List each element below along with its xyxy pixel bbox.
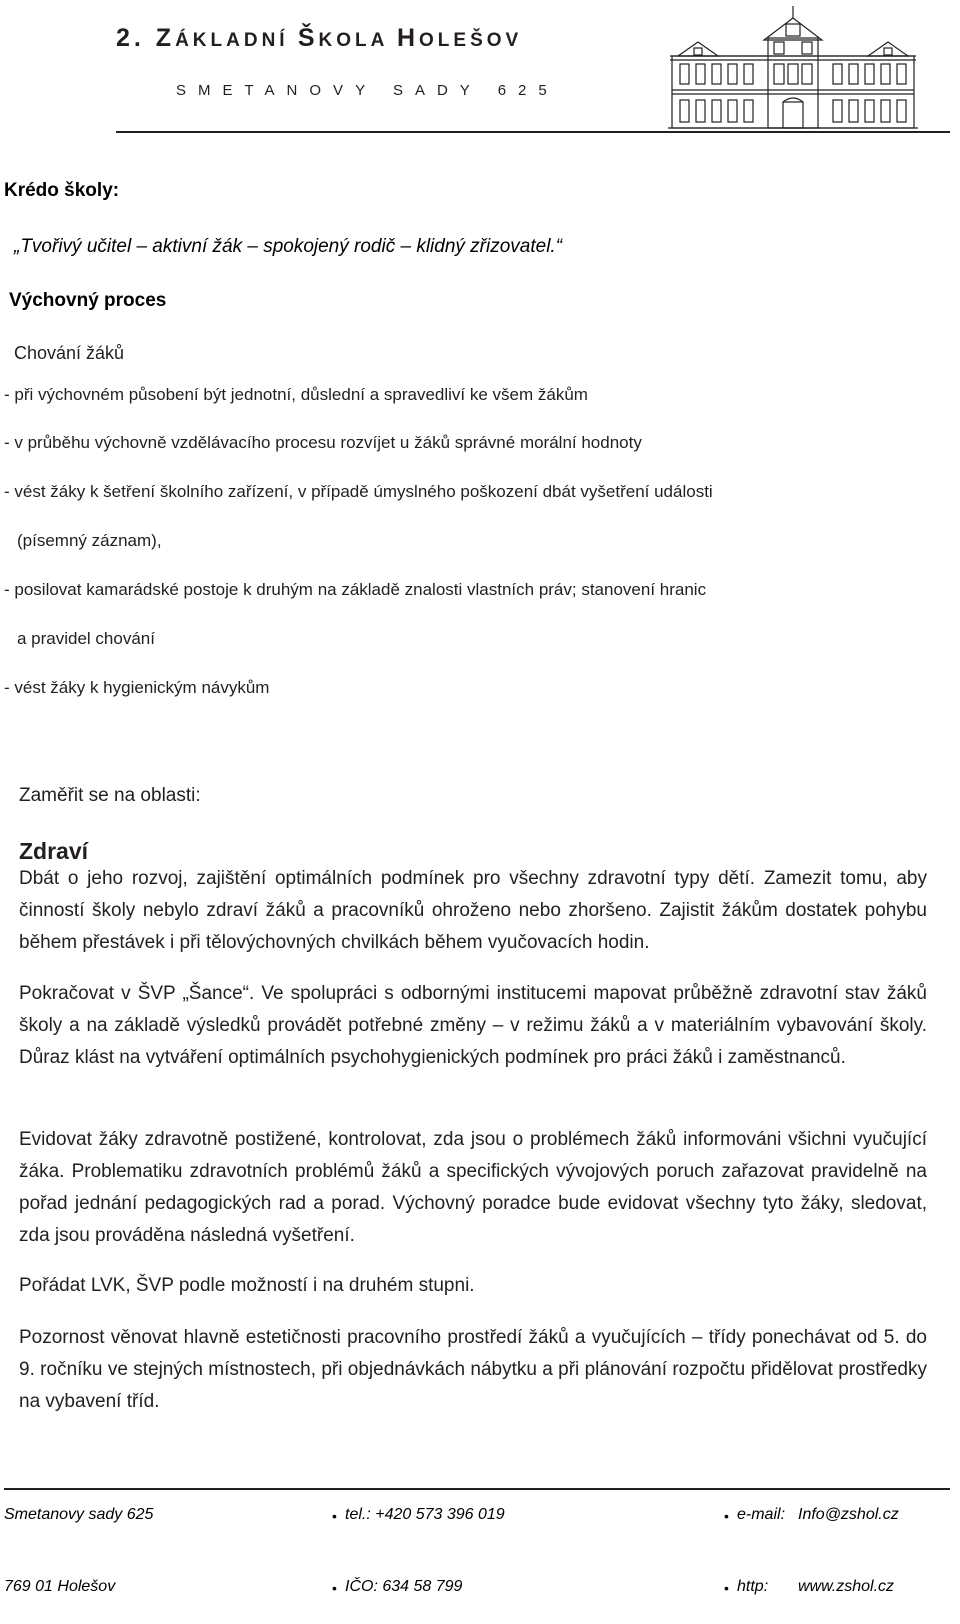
paragraph: Pořádat LVK, ŠVP podle možností i na druhém stupni.: [19, 1275, 475, 1296]
school-name-part: OLEŠOV: [419, 30, 523, 51]
bullet-icon: •: [724, 1508, 729, 1524]
subheading-chovani-zaku: Chování žáků: [14, 343, 125, 363]
paragraph: Dbát o jeho rozvoj, zajištění optimálních podmínek pro všechny zdravotní typy dětí. Zamezit tomu, aby činností školy nebylo zdraví žáků a pracovníků ohroženo nebo zhoršeno. Zajistit žákům dostatek pohybu během přestávek i při tělovýchovných chvilkách během vyučovacích hodin.: [19, 868, 927, 953]
school-name: [116, 24, 522, 53]
list-item: - při výchovném působení být jednotní, důslední a spravedliví ke všem žákům: [4, 385, 588, 404]
footer-ico: IČO: 634 58 799: [345, 1578, 463, 1595]
school-address: SMETANOVY SADY 625: [176, 82, 559, 99]
footer-email-label: e-mail:: [737, 1506, 786, 1523]
list-item: - posilovat kamarádské postoje k druhým na základě znalosti vlastních práv; stanovení hranic: [4, 580, 707, 599]
footer-web-link[interactable]: www.zshol.cz: [798, 1578, 895, 1595]
footer-email-link[interactable]: Info@zshol.cz: [798, 1506, 899, 1523]
bullet-icon: •: [724, 1580, 729, 1596]
footer-city: 769 01 Holešov: [4, 1578, 116, 1595]
paragraph: Pozornost věnovat hlavně estetičnosti pracovního prostředí žáků a vyučujících – třídy ponechávat od 5. do 9. ročníku ve stejných místnostech, při objednávkách nábytku a při plánování rozpočtu přidělovat prostředky na vybavení tříd.: [19, 1327, 927, 1412]
kredo-motto: „Tvořivý učitel – aktivní žák – spokojený rodič – klidný zřizovatel.“: [14, 236, 563, 257]
school-name-part: 2. Z: [116, 24, 176, 52]
bullet-icon: •: [332, 1508, 337, 1524]
school-building-logo: [668, 2, 918, 130]
bullet-icon: •: [332, 1580, 337, 1596]
list-item: - v průběhu výchovně vzdělávacího procesu rozvíjet u žáků správné morální hodnoty: [4, 433, 642, 452]
list-item-continuation: (písemný záznam),: [17, 531, 162, 550]
paragraph: Pokračovat v ŠVP „Šance“. Ve spolupráci s odbornými institucemi mapovat průběžně zdravotní stav žáků školy a na základě výsledků provádět potřebné změny – v režimu žáků a v materiálním vybavování školy. Důraz klást na vytváření optimálních psychohygienických podmínek pro práci žáků i zaměstnanců.: [19, 983, 927, 1068]
paragraph: Evidovat žáky zdravotně postižené, kontrolovat, zda jsou o problémech žáků informováni všichni vyučující žáka. Problematiku zdravotních problémů žáků a specifických vývojových poruch zařazovat pravidelně na pořad jednání pedagogických rad a porad. Výchovný poradce bude evidovat všechny tyto žáky, sledovat, zda jsou prováděna následná vyšetření.: [19, 1129, 927, 1246]
header-divider: [116, 131, 950, 133]
focus-areas-intro: Zaměřit se na oblasti:: [19, 785, 201, 806]
footer-web-label: http:: [737, 1578, 769, 1595]
school-name-part: ÁKLADNÍ: [175, 30, 298, 51]
section-heading-vychovny-proces: Výchovný proces: [9, 290, 167, 311]
section-heading-zdravi: Zdraví: [19, 838, 89, 864]
footer-divider: [4, 1488, 950, 1490]
school-name-part: H: [396, 24, 420, 52]
school-name-part: KOLA: [318, 30, 397, 51]
list-item: - vést žáky k šetření školního zařízení, v případě úmyslného poškození dbát vyšetření události: [4, 482, 713, 501]
kredo-heading: Krédo školy:: [4, 180, 120, 201]
list-item-continuation: a pravidel chování: [17, 629, 155, 648]
footer-street: Smetanovy sady 625: [4, 1506, 154, 1523]
footer-phone: tel.: +420 573 396 019: [345, 1506, 505, 1523]
school-name-part: Š: [297, 24, 319, 52]
list-item: - vést žáky k hygienickým návykům: [4, 678, 270, 697]
